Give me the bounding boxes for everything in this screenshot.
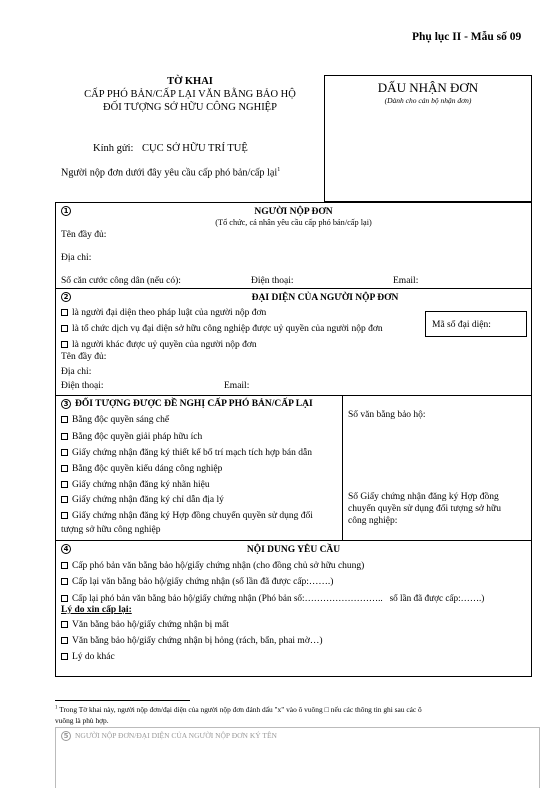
contract-number-label-3: công nghiệp: xyxy=(348,516,398,526)
footnote-line-2: vuông là phù hợp. xyxy=(55,716,109,725)
reason-title: Lý do xin cấp lại: xyxy=(61,605,132,615)
divider-2-3 xyxy=(55,395,532,396)
section3-header xyxy=(61,399,313,409)
signature-header xyxy=(61,731,277,741)
form-subtitle-2: ĐỐI TƯỢNG SỞ HỮU CÔNG NGHIỆP xyxy=(103,102,277,113)
rep-email: Email: xyxy=(224,381,250,391)
request-option-3[interactable]: Cấp lại phó bản văn bằng bảo hộ/giấy chứng nhận (Phó bản số:…………………….. số lần đã được cấp:…….) xyxy=(61,593,484,603)
object-option-7[interactable]: Giấy chứng nhận đăng ký Hợp đồng chuyển quyền sử dụng đối xyxy=(61,511,313,521)
checkbox-icon[interactable] xyxy=(61,621,68,628)
object-option-5[interactable]: Giấy chứng nhận đăng ký nhãn hiệu xyxy=(61,480,210,490)
receipt-note: (Dành cho cán bộ nhận đơn) xyxy=(384,96,472,105)
object-option-4[interactable]: Bằng độc quyền kiểu dáng công nghiệp xyxy=(61,464,222,474)
reason-option-2[interactable]: Văn bằng bảo hộ/giấy chứng nhận bị hỏng (rách, bẩn, phai mờ…) xyxy=(61,636,323,646)
checkbox-icon[interactable] xyxy=(61,595,68,602)
intro-line xyxy=(61,167,280,178)
patent-number-label: Số văn bằng bảo hộ: xyxy=(348,410,426,420)
checkbox-icon[interactable] xyxy=(61,481,68,488)
checkbox-icon[interactable] xyxy=(61,433,68,440)
form-subtitle-1: CẤP PHÓ BẢN/CẤP LẠI VĂN BẰNG BẢO HỘ xyxy=(84,89,296,100)
receipt-stamp-box xyxy=(324,75,532,202)
checkbox-icon[interactable] xyxy=(61,496,68,503)
object-option-6[interactable]: Giấy chứng nhận đăng ký chỉ dẫn địa lý xyxy=(61,495,224,505)
rep-option-3[interactable]: là người khác được uỷ quyền của người nộp đơn xyxy=(61,340,257,350)
signature-section xyxy=(55,727,540,788)
applicant-address: Địa chỉ: xyxy=(61,253,92,263)
object-option-2[interactable]: Bằng độc quyền giải pháp hữu ích xyxy=(61,432,202,442)
intro-text: Người nộp đơn dưới đây yêu cầu cấp phó bản/cấp lại xyxy=(61,167,278,179)
contract-number-label-1: Số Giấy chứng nhận đăng ký Hợp đồng xyxy=(348,492,499,502)
rep-code-box xyxy=(425,311,527,337)
rep-address: Địa chỉ: xyxy=(61,367,92,377)
circle-5-icon: 5 xyxy=(61,731,71,741)
checkbox-icon[interactable] xyxy=(61,449,68,456)
appendix-label: Phụ lục II - Mẫu số 09 xyxy=(412,31,522,43)
divider-3-4 xyxy=(55,540,532,541)
object-option-7-cont: tượng sở hữu công nghiệp xyxy=(61,525,161,535)
checkbox-icon[interactable] xyxy=(61,325,68,332)
checkbox-icon[interactable] xyxy=(61,341,68,348)
circle-1-icon: 1 xyxy=(61,206,71,216)
recipient-line xyxy=(93,143,248,154)
footnote-separator xyxy=(55,700,190,701)
checkbox-icon[interactable] xyxy=(61,309,68,316)
circle-4-icon: 4 xyxy=(61,544,71,554)
recipient-label: Kính gửi: xyxy=(93,143,134,154)
object-option-1[interactable]: Bằng độc quyền sáng chế xyxy=(61,415,169,425)
section1-title: NGƯỜI NỘP ĐƠN xyxy=(254,207,333,217)
reason-option-3[interactable]: Lý do khác xyxy=(61,652,115,662)
applicant-id-number: Số căn cước công dân (nếu có): xyxy=(61,276,181,286)
checkbox-icon[interactable] xyxy=(61,416,68,423)
receipt-title: DẤU NHẬN ĐƠN xyxy=(377,80,479,95)
section3-title: ĐỐI TƯỢNG ĐƯỢC ĐỀ NGHỊ CẤP PHÓ BẢN/CẤP LẠI xyxy=(75,399,313,409)
form-title: TỜ KHAI xyxy=(167,76,213,87)
applicant-phone: Điện thoại: xyxy=(251,276,294,286)
request-option-1[interactable]: Cấp phó bản văn bằng bảo hộ/giấy chứng nhận (cho đồng chủ sở hữu chung) xyxy=(61,561,364,571)
signature-title: NGƯỜI NỘP ĐƠN/ĐẠI DIỆN CỦA NGƯỜI NỘP ĐƠN KÝ TÊN xyxy=(75,731,277,740)
form-header xyxy=(56,76,324,114)
recipient: CỤC SỞ HỮU TRÍ TUỆ xyxy=(142,143,248,154)
section2-title: ĐẠI DIỆN CỦA NGƯỜI NỘP ĐƠN xyxy=(251,293,399,303)
checkbox-icon[interactable] xyxy=(61,465,68,472)
checkbox-icon[interactable] xyxy=(61,562,68,569)
footnote-ref: 1 xyxy=(277,167,281,173)
divider-1-2 xyxy=(55,288,532,289)
checkbox-icon[interactable] xyxy=(61,653,68,660)
rep-option-2[interactable]: là tổ chức dịch vụ đại diện sở hữu công nghiệp được uỷ quyền của người nộp đơn xyxy=(61,324,383,334)
checkbox-icon[interactable] xyxy=(61,637,68,644)
object-option-3[interactable]: Giấy chứng nhận đăng ký thiết kế bố trí mạch tích hợp bán dẫn xyxy=(61,448,312,458)
rep-phone: Điện thoại: xyxy=(61,381,104,391)
applicant-full-name: Tên đầy đủ: xyxy=(61,230,107,240)
reason-option-1[interactable]: Văn bằng bảo hộ/giấy chứng nhận bị mất xyxy=(61,620,229,630)
section1-note: (Tổ chức, cá nhân yêu cầu cấp phó bản/cấp lại) xyxy=(215,218,372,227)
checkbox-icon[interactable] xyxy=(61,578,68,585)
footnote-line-1: $^1$ Trong Tờ khai này, người nộp đơn/đại diện của người nộp đơn đánh dấu "x" vào ô vuông □ nếu các thông tin ghi sau các ô xyxy=(55,705,422,714)
rep-full-name: Tên đầy đủ: xyxy=(61,352,107,362)
request-option-2[interactable]: Cấp lại văn bằng bảo hộ/giấy chứng nhận (số lần đã được cấp:…….) xyxy=(61,577,333,587)
circle-3-icon: 3 xyxy=(61,399,71,409)
rep-code-label: Mã số đại diện: xyxy=(432,320,491,330)
section3-vertical-divider xyxy=(342,395,343,540)
applicant-email: Email: xyxy=(393,276,419,286)
checkbox-icon[interactable] xyxy=(61,512,68,519)
circle-2-icon: 2 xyxy=(61,292,71,302)
contract-number-label-2: chuyển quyền sử dụng đối tượng sở hữu xyxy=(348,504,501,514)
section4-title: NỘI DUNG YÊU CẦU xyxy=(246,545,341,555)
rep-option-1[interactable]: là người đại diện theo pháp luật của người nộp đơn xyxy=(61,308,266,318)
